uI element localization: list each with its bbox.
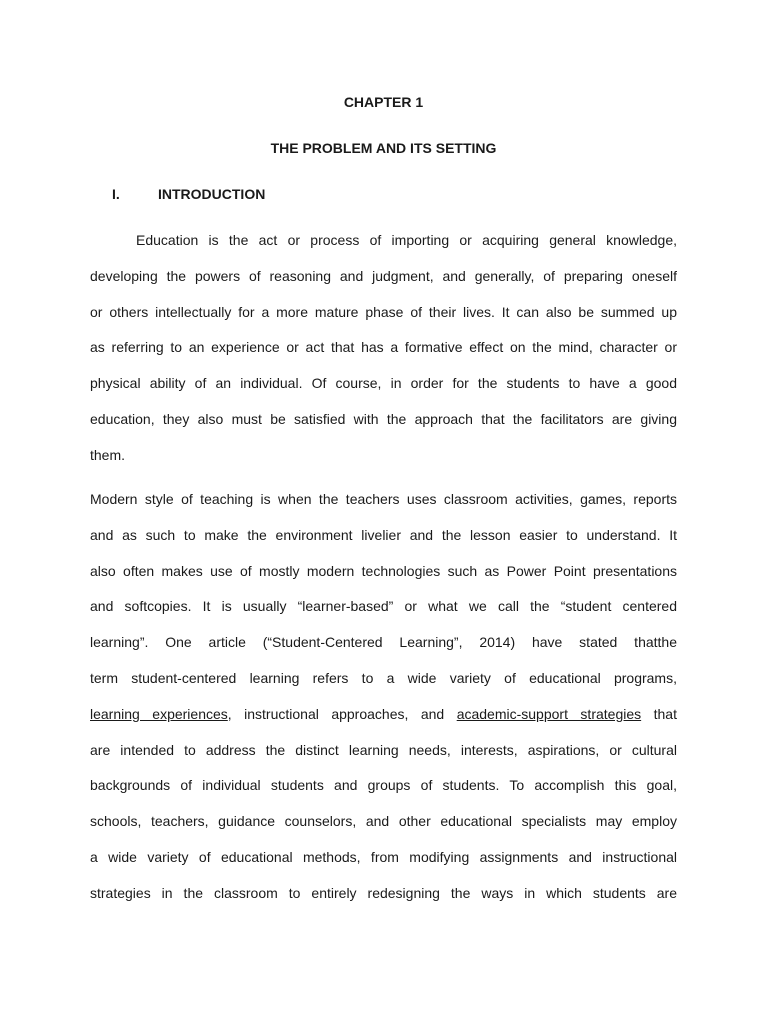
paragraph-line: backgrounds of individual students and groups of students. To accomplish this goal, [90,777,677,794]
paragraph-line: or others intellectually for a more mature phase of their lives. It can also be summed up [90,303,677,320]
paragraph-line: them. [90,446,126,463]
paragraph-line: learning”. One article (“Student-Centered Learning”, 2014) have stated thatthe [90,634,677,651]
paragraph-line: as referring to an experience or act that has a formative effect on the mind, character or [90,339,677,356]
paragraph-line: strategies in the classroom to entirely redesigning the ways in which students are [90,884,677,901]
paragraph-line: Modern style of teaching is when the teachers uses classroom activities, games, reports [90,491,677,507]
paragraph-line: physical ability of an individual. Of course, in order for the students to have a good [90,375,677,392]
paragraph-line [90,697,677,733]
paragraph-line: and softcopies. It is usually “learner-based” or what we call the “student centered [90,598,677,615]
academic-support-strategies-link[interactable]: academic-support strategies [456,705,642,722]
section-heading [112,184,265,204]
introduction-paragraph-1 [90,223,677,474]
paragraph-line: Education is the act or process of importing or acquiring general knowledge, [136,232,677,248]
paragraph-line: and as such to make the environment livelier and the lesson easier to understand. It [90,526,677,543]
paragraph-line: a wide variety of educational methods, from modifying assignments and instructional [90,848,677,865]
learning-experiences-link[interactable]: learning experiences [90,705,228,722]
line-text: , instructional approaches, and [227,705,457,722]
paragraph-line: also often makes use of mostly modern technologies such as Power Point presentations [90,562,677,579]
paragraph-line: developing the powers of reasoning and judgment, and generally, of preparing oneself [90,267,677,284]
section-number: I. [112,186,120,202]
paragraph-line: are intended to address the distinct learning needs, interests, aspirations, or cultural [90,741,677,758]
introduction-paragraph-2 [90,482,677,912]
paragraph-line: schools, teachers, guidance counselors, and other educational specialists may employ [90,813,677,830]
paragraph-line: education, they also must be satisfied with the approach that the facilitators are giving [90,410,677,427]
line-text: that [641,705,677,722]
section-title: INTRODUCTION [158,186,266,202]
chapter-title: THE PROBLEM AND ITS SETTING [270,140,497,156]
chapter-heading: CHAPTER 1 [343,94,424,110]
paragraph-line: term student-centered learning refers to a wide variety of educational programs, [90,669,677,686]
